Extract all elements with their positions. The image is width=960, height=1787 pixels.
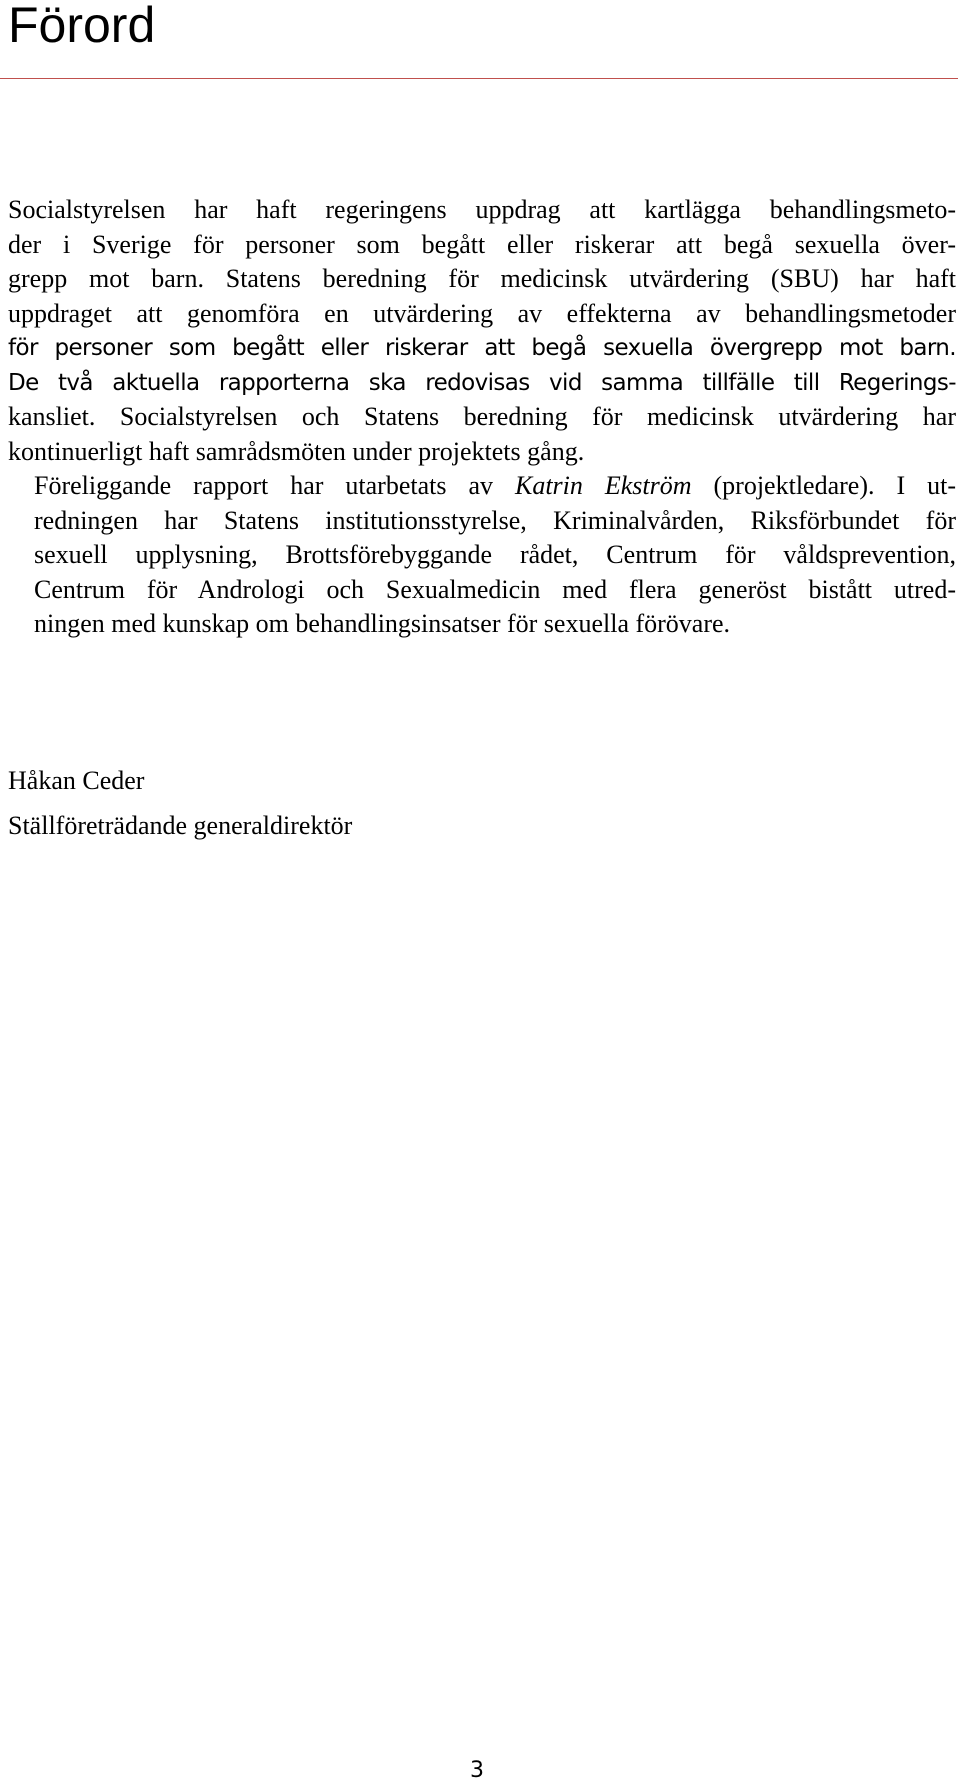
signature-name: Håkan Ceder <box>8 766 145 795</box>
paragraph-2-lead: Föreliggande rapport har utarbetats av <box>34 471 515 500</box>
text-line: der i Sverige för personer som begått eller riskerar att begå sexuella över- <box>8 229 956 259</box>
text-line: Socialstyrelsen har haft regeringens uppdrag att kartlägga behandlingsmeto- <box>8 195 956 224</box>
title-divider <box>0 78 958 79</box>
text-line-with-author <box>8 469 956 504</box>
text-line: ningen med kunskap om behandlingsinsatser för sexuella förövare. <box>34 609 731 638</box>
page-title: Förord <box>8 0 156 53</box>
text-line: kontinuerligt haft samrådsmöten under projektets gång. <box>8 436 585 466</box>
text-line: kansliet. Socialstyrelsen och Statens beredning för medicinsk utvärdering har <box>8 402 956 431</box>
text-line: redningen har Statens institutionsstyrelse, Kriminalvården, Riksförbundet för <box>34 505 956 535</box>
text-line: De två aktuella rapporterna ska redovisas vid samma tillfälle till Regerings- <box>8 369 956 396</box>
paragraph-1 <box>8 193 956 469</box>
paragraph-2 <box>8 469 956 642</box>
text-line: Centrum för Andrologi och Sexualmedicin med flera generöst bistått utred- <box>34 574 956 604</box>
body-text <box>8 193 956 642</box>
text-line: uppdraget att genomföra en utvärdering av effekterna av behandlingsmetoder <box>8 298 956 328</box>
signature-title: Ställföreträdande generaldirektör <box>8 811 353 840</box>
page-number: 3 <box>470 1758 484 1783</box>
signature-block <box>8 758 352 848</box>
text-line: grepp mot barn. Statens beredning för medicinsk utvärdering (SBU) har haft <box>8 264 956 293</box>
paragraph-2-after-author: (projektledare). I ut- <box>691 471 956 500</box>
author-name: Katrin Ekström <box>514 471 692 500</box>
text-line: för personer som begått eller riskerar att begå sexuella övergrepp mot barn. <box>8 335 956 361</box>
text-line: sexuell upplysning, Brottsförebyggande rådet, Centrum för våldsprevention, <box>34 540 956 569</box>
